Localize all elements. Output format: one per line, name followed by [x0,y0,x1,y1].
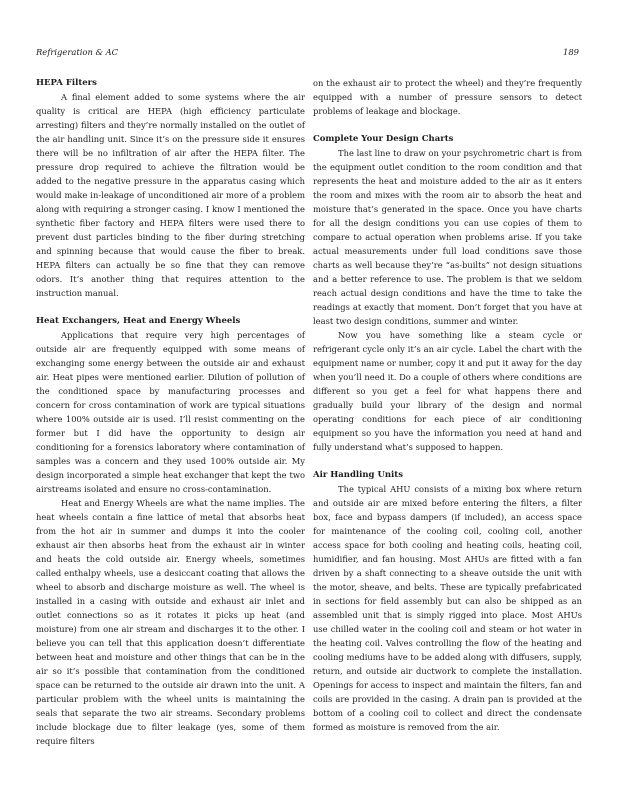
paragraph-heat-exchangers-2: Heat and Energy Wheels are what the name implies. The heat wheels contain a fine lattice of metal that absorbs heat from the hot air in summer and dumps it into the cooler exhaust air then absorbs heat from the exhaust air in winter and heats the cold outside air. Energy wheels, sometimes called enthalpy wheels, use a desiccant coating that allows the wheel to absorb and discharge moisture as well. The wheel is installed in a casing with outside and exhaust air inlet and outlet connections so as it rotates it picks up heat (and moisture) from one air stream and discharges it to the other. I believe you can tell that this application doesn’t differentiate between heat and moisture and other things that can be in the air so it’s possible that contamination from the conditioned space can be returned to the outside air drawn into the unit. A particular problem with the wheel units is maintaining the seals that separate the two air streams. Secondary problems include blockage due to filter leakage (yes, some of them require filters [36,498,305,746]
running-title: Refrigeration & AC [36,47,119,57]
paragraph-continuation: on the exhaust air to protect the wheel) and they’re frequently equipped with a number of pressure sensors to detect problems of leakage and blockage. [313,78,582,116]
left-column [36,76,305,748]
paragraph-air-handling-units: The typical AHU consists of a mixing box where return and outside air are mixed before entering the filters, a filter box, face and bypass dampers (if included), an access space for maintenance of the cooling coil, cooling coil, another access space for both cooling and heating coils, heating coil, humidifier, and fan housing. Most AHUs are fitted with a fan driven by a shaft connecting to a sheave outside the unit with the motor, sheave, and belts. These are typically prefabricated in sections for field assembly but can also be shipped as an assembled unit that is simply rigged into place. Most AHUs use chilled water in the cooling coil and steam or hot water in the heating coil. Valves controlling the flow of the heating and cooling mediums have to be added along with diffusers, supply, return, and outside air ductwork to complete the installation. Openings for access to inspect and maintain the filters, fan and coils are provided in the casing. A drain pan is provided at the bottom of a cooling coil to collect and direct the condensate formed as moisture is removed from the air. [313,484,582,732]
section-spacer [313,118,582,132]
page-number: 189 [563,47,579,57]
paragraph-design-charts-1: The last line to draw on your psychrometric chart is from the equipment outlet condition to the room condition and that represents the heat and moisture added to the air as it enters the room and mixes with the room air to absorb the heat and moisture that’s generated in the space. Once you have charts for all the design conditions you can use copies of them to compare to actual operation when problems arise. If you take actual measurements under full load conditions save those charts as well because they’re “as-builts” not design situations and a better reference to use. The problem is that we seldom reach actual design conditions and have the time to take the readings at exactly that moment. Don’t forget that you have at least two design conditions, summer and winter. [313,148,582,326]
section-heading-hepa-filters: HEPA Filters [36,78,97,88]
section-heading-heat-exchangers: Heat Exchangers, Heat and Energy Wheels [36,316,241,326]
section-spacer [36,300,305,314]
section-spacer [313,454,582,468]
paragraph-hepa-filters: A final element added to some systems where the air quality is critical are HEPA (high efficiency particulate arresting) filters and they’re normally installed on the outlet of the air handling unit. Since it’s on the pressure side it ensures there will be no infiltration of air after the HEPA filter. The pressure drop required to achieve the filtration would be added to the negative pressure in the apparatus casing which would make in-leakage of unconditioned air more of a problem along with requiring a stronger casing. I know I mentioned the synthetic fiber factory and HEPA filters were used there to prevent dust particles binding to the fiber during stretching and spinning because that would cause the fiber to break. HEPA filters can actually be so fine that they can remove odors. It’s another thing that requires attention to the instruction manual. [36,92,305,298]
paragraph-design-charts-2: Now you have something like a steam cycle or refrigerant cycle only it’s an air cycle. Label the chart with the equipment name or number, copy it and put it away for the day when you’ll need it. Do a couple of others where conditions are different so you get a feel for what happens there and gradually build your library of the design and normal operating conditions for each piece of air conditioning equipment so you have the information you need at hand and fully understand what’s supposed to happen. [313,330,582,452]
section-heading-air-handling-units: Air Handling Units [313,470,403,480]
right-column [313,76,582,734]
section-heading-design-charts: Complete Your Design Charts [313,134,454,144]
running-head [36,47,579,57]
paragraph-heat-exchangers-1: Applications that require very high percentages of outside air are frequently equipped with some means of exchanging some energy between the outside air and exhaust air. Heat pipes were mentioned earlier. Dilution of pollution of the conditioned space by manufacturing processes and concern for cross contamination of work are typical situations where 100% outside air is used. I’ll resist commenting on the former but I did have the opportunity to design air conditioning for a forensics laboratory where contamination of samples was a concern and they used 100% outside air. My design incorporated a simple heat exchanger that kept the two airstreams isolated and ensure no cross-contamination. [36,330,305,494]
